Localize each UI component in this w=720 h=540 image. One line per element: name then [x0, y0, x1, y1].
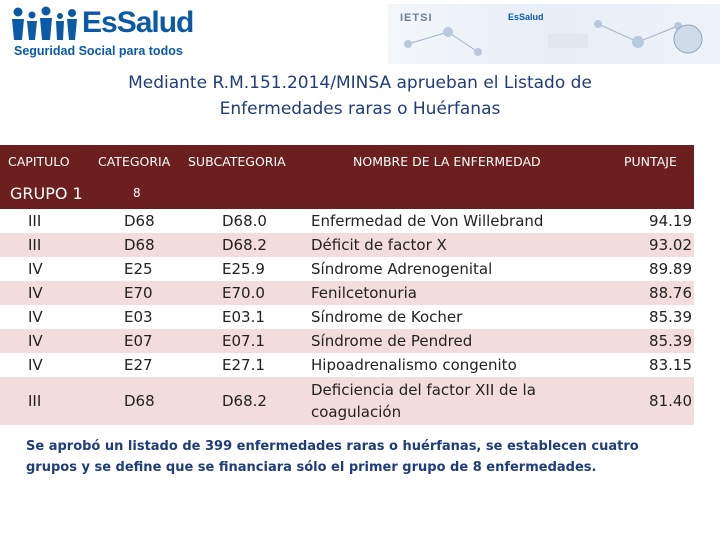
table-row	[0, 329, 694, 353]
cell-categoria: E03	[124, 308, 153, 326]
cell-capitulo: IV	[28, 260, 43, 278]
table-row	[0, 209, 694, 233]
cell-categoria: D68	[124, 392, 155, 410]
header-capitulo: CAPITULO	[8, 154, 70, 169]
banner-ietsi-label: IETSI	[400, 12, 433, 24]
cell-nombre: Hipoadrenalismo congenito	[311, 356, 517, 374]
cell-categoria: E27	[124, 356, 153, 374]
cell-puntaje: 88.76	[649, 284, 692, 302]
cell-categoria: D68	[124, 212, 155, 230]
molecule-network-icon	[388, 4, 720, 64]
table-row	[0, 305, 694, 329]
cell-nombre: Síndrome de Pendred	[311, 332, 473, 350]
cell-subcategoria: E25.9	[222, 260, 265, 278]
cell-nombre: Enfermedad de Von Willebrand	[311, 212, 544, 230]
cell-puntaje: 83.15	[649, 356, 692, 374]
cell-categoria: E70	[124, 284, 153, 302]
table-row	[0, 233, 694, 257]
group-count: 8	[133, 186, 141, 200]
table-row	[0, 257, 694, 281]
title-line-2: Enfermedades raras o Huérfanas	[219, 99, 501, 119]
group-row	[0, 179, 694, 209]
group-label: GRUPO 1	[10, 184, 83, 203]
cell-categoria: D68	[124, 236, 155, 254]
cell-nombre: Síndrome Adrenogenital	[311, 260, 493, 278]
cell-subcategoria: E70.0	[222, 284, 265, 302]
header-puntaje: PUNTAJE	[624, 154, 677, 169]
cell-capitulo: IV	[28, 308, 43, 326]
logo-text: EsSalud	[82, 6, 194, 39]
header-subcategoria: SUBCATEGORIA	[188, 154, 286, 169]
header-banner	[388, 4, 720, 64]
table-row	[0, 281, 694, 305]
cell-nombre: Síndrome de Kocher	[311, 308, 463, 326]
cell-subcategoria: D68.2	[222, 392, 267, 410]
logo-subtitle: Seguridad Social para todos	[14, 44, 183, 58]
cell-capitulo: IV	[28, 332, 43, 350]
cell-capitulo: IV	[28, 284, 43, 302]
cell-capitulo: IV	[28, 356, 43, 374]
cell-capitulo: III	[28, 236, 42, 254]
table-row	[0, 353, 694, 377]
title-line-1: Mediante R.M.151.2014/MINSA aprueban el Listado de	[128, 73, 592, 93]
cell-categoria: E25	[124, 260, 153, 278]
cell-puntaje: 89.89	[649, 260, 692, 278]
table-row	[0, 377, 694, 425]
cell-subcategoria: D68.0	[222, 212, 267, 230]
cell-subcategoria: E07.1	[222, 332, 265, 350]
cell-subcategoria: E03.1	[222, 308, 265, 326]
page-title	[0, 70, 720, 122]
cell-subcategoria: D68.2	[222, 236, 267, 254]
cell-capitulo: III	[28, 392, 42, 410]
cell-puntaje: 81.40	[649, 392, 692, 410]
header-nombre: NOMBRE DE LA ENFERMEDAD	[353, 154, 541, 169]
cell-puntaje: 94.19	[649, 212, 692, 230]
essalud-logo	[6, 4, 196, 60]
cell-nombre: Déficit de factor X	[311, 236, 447, 254]
family-figures-icon	[10, 6, 78, 42]
cell-categoria: E07	[124, 332, 153, 350]
cell-capitulo: III	[28, 212, 42, 230]
cell-puntaje: 93.02	[649, 236, 692, 254]
table-header	[0, 145, 694, 179]
banner-brand-label: EsSalud	[508, 12, 544, 22]
cell-puntaje: 85.39	[649, 332, 692, 350]
cell-nombre: Deficiencia del factor XII de la coagulación	[311, 381, 536, 421]
header-categoria: CATEGORIA	[98, 154, 171, 169]
footer-note: Se aprobó un listado de 399 enfermedades raras o huérfanas, se establecen cuatro grupos y se define que se financiara sólo el primer grupo de 8 enfermedades.	[26, 439, 639, 475]
diseases-table	[0, 145, 694, 425]
cell-subcategoria: E27.1	[222, 356, 265, 374]
cell-nombre: Fenilcetonuria	[311, 284, 417, 302]
cell-puntaje: 85.39	[649, 308, 692, 326]
